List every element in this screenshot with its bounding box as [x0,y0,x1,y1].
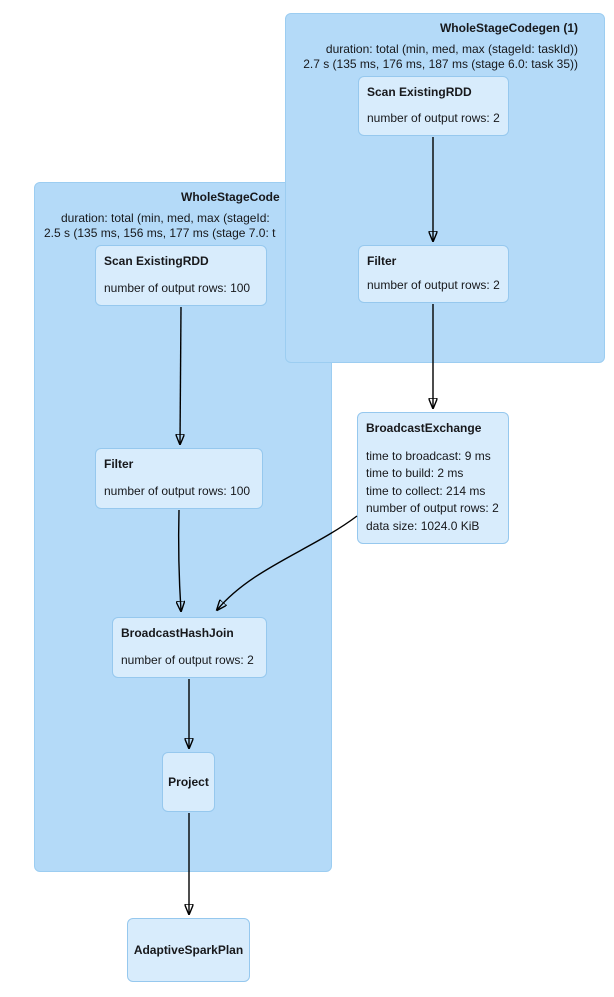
cluster-duration-line1: duration: total (min, med, max (stageId: taskId)) [325,42,578,56]
node-metric: data size: 1024.0 KiB [366,518,480,533]
node-metric: number of output rows: 2 [367,110,500,125]
node-filter-1[interactable] [358,245,509,303]
node-metric: number of output rows: 2 [367,277,500,292]
node-title: BroadcastHashJoin [121,626,234,640]
cluster-wholestagecodegen-1 [285,13,605,363]
node-metric: number of output rows: 2 [366,501,499,515]
cluster-duration-line2: 2.7 s (135 ms, 176 ms, 187 ms (stage 6.0: task 35)) [303,57,578,71]
node-project[interactable] [162,752,215,812]
node-title: Filter [367,254,397,268]
node-broadcast-exchange[interactable] [357,412,509,544]
node-metric: number of output rows: 100 [104,280,251,295]
node-title: Project [168,775,209,789]
cluster-duration-line2: 2.5 s (135 ms, 156 ms, 177 ms (stage 7.0: t [44,226,276,240]
node-title: Scan ExistingRDD [367,85,472,99]
cluster-duration-line1: duration: total (min, med, max (stageId: [61,211,270,225]
node-metric: time to collect: 214 ms [366,483,486,498]
node-broadcast-hash-join[interactable] [112,617,267,678]
node-metric: time to broadcast: 9 ms [366,448,491,463]
node-title: Scan ExistingRDD [104,254,209,268]
node-title: AdaptiveSparkPlan [133,943,244,957]
node-metric: number of output rows: 100 [104,483,251,498]
node-scan-existingrdd-2[interactable] [95,245,267,306]
node-filter-2[interactable] [95,448,263,509]
node-scan-existingrdd-1[interactable] [358,76,509,136]
node-title: Filter [104,457,134,471]
node-metric: number of output rows: 2 [121,652,254,667]
cluster-title: WholeStageCode [181,190,280,204]
node-adaptive-spark-plan[interactable] [127,918,250,982]
node-title: BroadcastExchange [366,421,482,435]
cluster-title: WholeStageCodegen (1) [439,21,578,35]
node-metric: time to build: 2 ms [366,466,464,480]
